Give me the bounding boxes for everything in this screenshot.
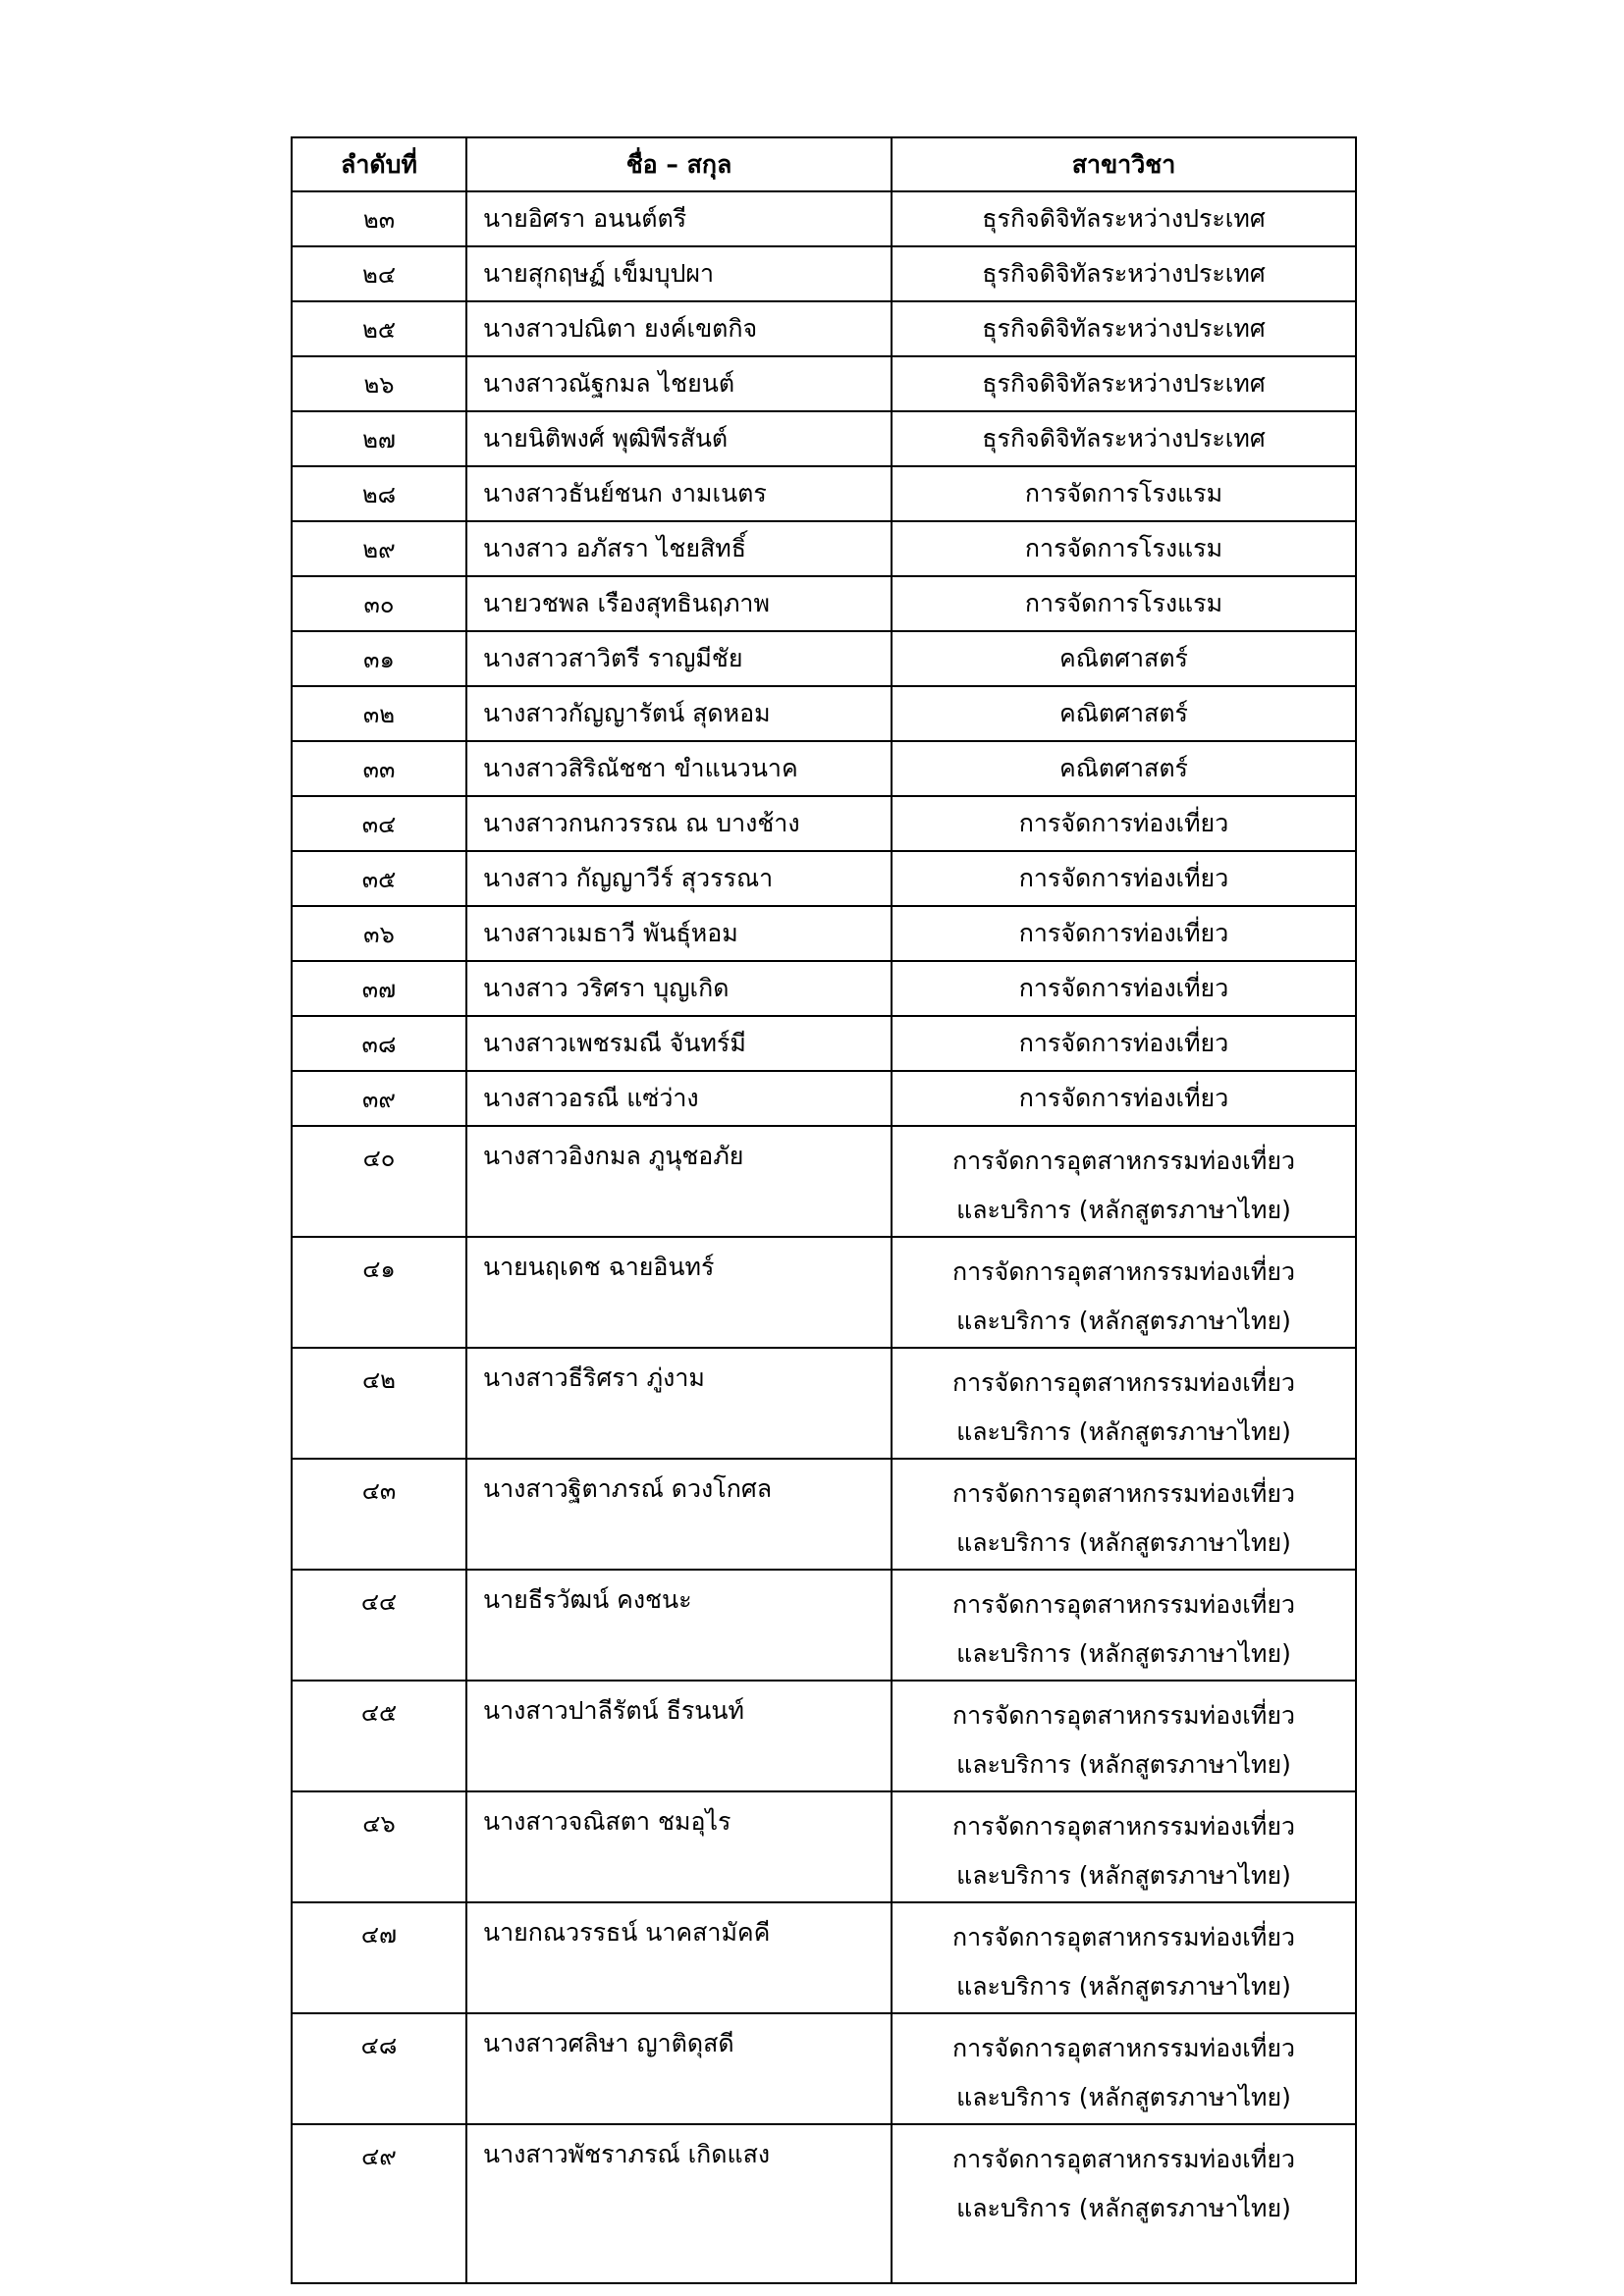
major-line: และบริการ (หลักสูตรภาษาไทย) xyxy=(956,1972,1291,2001)
order-number-cell: ๓๒ xyxy=(292,686,466,741)
full-name-cell: นางสาว อภัสรา ไชยสิทธิ์ xyxy=(466,521,892,576)
full-name-cell: นางสาวณัฐกมล ไชยนต์ xyxy=(466,356,892,411)
order-number-cell: ๔๐ xyxy=(292,1126,466,1237)
table-row xyxy=(292,1570,1356,1681)
major-cell xyxy=(892,741,1356,796)
order-number-cell: ๔๑ xyxy=(292,1237,466,1348)
header-full-name: ชื่อ – สกุล xyxy=(466,137,892,191)
full-name-cell: นายสุกฤษฏ์ เข็มบุปผา xyxy=(466,246,892,301)
full-name-cell: นางสาวพัชราภรณ์ เกิดแสง xyxy=(466,2124,892,2283)
major-cell xyxy=(892,2013,1356,2124)
full-name-cell: นางสาว วริศรา บุญเกิด xyxy=(466,961,892,1016)
table-row xyxy=(292,246,1356,301)
table-row xyxy=(292,961,1356,1016)
table-row xyxy=(292,356,1356,411)
full-name-cell: นางสาวปาลีรัตน์ ธีรนนท์ xyxy=(466,1681,892,1791)
major-line: ธุรกิจดิจิทัลระหว่างประเทศ xyxy=(982,204,1266,233)
table-row xyxy=(292,1902,1356,2013)
major-line: การจัดการท่องเที่ยว xyxy=(1018,919,1229,947)
major-line: การจัดการอุตสาหกรรมท่องเที่ยว xyxy=(952,1147,1295,1175)
major-line: การจัดการท่องเที่ยว xyxy=(1018,809,1229,837)
major-line: คณิตศาสตร์ xyxy=(1059,699,1188,727)
table-body xyxy=(292,191,1356,2283)
major-line: การจัดการท่องเที่ยว xyxy=(1018,974,1229,1002)
major-line: คณิตศาสตร์ xyxy=(1059,644,1188,672)
table-row xyxy=(292,631,1356,686)
table-row xyxy=(292,191,1356,246)
order-number-cell: ๔๘ xyxy=(292,2013,466,2124)
major-line: และบริการ (หลักสูตรภาษาไทย) xyxy=(956,1196,1291,1224)
full-name-cell: นางสาวจณิสตา ชมอุไร xyxy=(466,1791,892,1902)
table-row xyxy=(292,686,1356,741)
major-cell xyxy=(892,851,1356,906)
order-number-cell: ๓๘ xyxy=(292,1016,466,1071)
major-line: การจัดการโรงแรม xyxy=(1024,534,1223,562)
order-number-cell: ๓๓ xyxy=(292,741,466,796)
table-row xyxy=(292,1016,1356,1071)
order-number-cell: ๔๖ xyxy=(292,1791,466,1902)
order-number-cell: ๒๔ xyxy=(292,246,466,301)
order-number-cell: ๒๘ xyxy=(292,466,466,521)
major-cell xyxy=(892,356,1356,411)
major-cell xyxy=(892,1902,1356,2013)
order-number-cell: ๓๔ xyxy=(292,796,466,851)
full-name-cell: นางสาวสิริณัชชา ขำแนวนาค xyxy=(466,741,892,796)
order-number-cell: ๒๓ xyxy=(292,191,466,246)
full-name-cell: นางสาวอรณี แซ่ว่าง xyxy=(466,1071,892,1126)
order-number-cell: ๒๕ xyxy=(292,301,466,356)
major-cell xyxy=(892,1681,1356,1791)
major-line: การจัดการโรงแรม xyxy=(1024,589,1223,617)
order-number-cell: ๔๙ xyxy=(292,2124,466,2283)
order-number-cell: ๔๔ xyxy=(292,1570,466,1681)
order-number-cell: ๓๙ xyxy=(292,1071,466,1126)
major-cell xyxy=(892,246,1356,301)
major-line: การจัดการอุตสาหกรรมท่องเที่ยว xyxy=(952,2034,1295,2062)
major-cell xyxy=(892,191,1356,246)
full-name-cell: นางสาวสาวิตรี ราญมีชัย xyxy=(466,631,892,686)
major-line: คณิตศาสตร์ xyxy=(1059,754,1188,782)
order-number-cell: ๓๑ xyxy=(292,631,466,686)
order-number-cell: ๔๓ xyxy=(292,1459,466,1570)
major-cell xyxy=(892,1016,1356,1071)
major-cell xyxy=(892,1237,1356,1348)
order-number-cell: ๓๕ xyxy=(292,851,466,906)
full-name-cell: นายธีรวัฒน์ คงชนะ xyxy=(466,1570,892,1681)
major-line: และบริการ (หลักสูตรภาษาไทย) xyxy=(956,1750,1291,1779)
major-line: ธุรกิจดิจิทัลระหว่างประเทศ xyxy=(982,369,1266,398)
major-line: การจัดการอุตสาหกรรมท่องเที่ยว xyxy=(952,1368,1295,1397)
major-cell xyxy=(892,1348,1356,1459)
table-row xyxy=(292,411,1356,466)
major-cell xyxy=(892,1459,1356,1570)
header-major: สาขาวิชา xyxy=(892,137,1356,191)
order-number-cell: ๔๕ xyxy=(292,1681,466,1791)
major-line: ธุรกิจดิจิทัลระหว่างประเทศ xyxy=(982,259,1266,288)
major-cell xyxy=(892,1071,1356,1126)
full-name-cell: นางสาวกนกวรรณ ณ บางช้าง xyxy=(466,796,892,851)
order-number-cell: ๓๖ xyxy=(292,906,466,961)
full-name-cell: นางสาวกัญญารัตน์ สุดหอม xyxy=(466,686,892,741)
major-line: ธุรกิจดิจิทัลระหว่างประเทศ xyxy=(982,314,1266,343)
major-line: และบริการ (หลักสูตรภาษาไทย) xyxy=(956,1528,1291,1557)
major-line: และบริการ (หลักสูตรภาษาไทย) xyxy=(956,2083,1291,2111)
full-name-cell: นางสาวศลิษา ญาติดุสดี xyxy=(466,2013,892,2124)
major-cell xyxy=(892,1126,1356,1237)
table-row xyxy=(292,2013,1356,2124)
major-cell xyxy=(892,301,1356,356)
table-row xyxy=(292,301,1356,356)
table-row xyxy=(292,1348,1356,1459)
full-name-cell: นายอิศรา อนนต์ตรี xyxy=(466,191,892,246)
full-name-cell: นางสาวธีริศรา ภู่งาม xyxy=(466,1348,892,1459)
major-cell xyxy=(892,411,1356,466)
table-row xyxy=(292,466,1356,521)
full-name-cell: นางสาว กัญญาวีร์ สุวรรณา xyxy=(466,851,892,906)
major-line: การจัดการท่องเที่ยว xyxy=(1018,1084,1229,1112)
table-row xyxy=(292,851,1356,906)
order-number-cell: ๔๒ xyxy=(292,1348,466,1459)
major-line: และบริการ (หลักสูตรภาษาไทย) xyxy=(956,2194,1291,2222)
table-row xyxy=(292,521,1356,576)
table-row xyxy=(292,906,1356,961)
order-number-cell: ๒๙ xyxy=(292,521,466,576)
major-cell xyxy=(892,576,1356,631)
major-cell xyxy=(892,521,1356,576)
order-number-cell: ๔๗ xyxy=(292,1902,466,2013)
major-line: ธุรกิจดิจิทัลระหว่างประเทศ xyxy=(982,424,1266,453)
major-line: การจัดการโรงแรม xyxy=(1024,479,1223,507)
table-row xyxy=(292,2124,1356,2283)
full-name-cell: นางสาวเมธาวี พันธุ์หอม xyxy=(466,906,892,961)
major-cell xyxy=(892,961,1356,1016)
major-line: การจัดการอุตสาหกรรมท่องเที่ยว xyxy=(952,1701,1295,1730)
table-row xyxy=(292,796,1356,851)
table-row xyxy=(292,1126,1356,1237)
major-line: และบริการ (หลักสูตรภาษาไทย) xyxy=(956,1861,1291,1890)
major-cell xyxy=(892,1791,1356,1902)
major-line: การจัดการท่องเที่ยว xyxy=(1018,1029,1229,1057)
full-name-cell: นายนฤเดช ฉายอินทร์ xyxy=(466,1237,892,1348)
major-cell xyxy=(892,1570,1356,1681)
major-cell xyxy=(892,796,1356,851)
full-name-cell: นางสาวปณิตา ยงค์เขตกิจ xyxy=(466,301,892,356)
major-line: การจัดการอุตสาหกรรมท่องเที่ยว xyxy=(952,1812,1295,1841)
table-row xyxy=(292,1681,1356,1791)
full-name-cell: นางสาวธันย์ชนก งามเนตร xyxy=(466,466,892,521)
major-line: การจัดการอุตสาหกรรมท่องเที่ยว xyxy=(952,1257,1295,1286)
major-line: และบริการ (หลักสูตรภาษาไทย) xyxy=(956,1307,1291,1335)
table-header-row xyxy=(292,137,1356,191)
table-row xyxy=(292,1791,1356,1902)
order-number-cell: ๒๗ xyxy=(292,411,466,466)
major-cell xyxy=(892,906,1356,961)
major-line: การจัดการอุตสาหกรรมท่องเที่ยว xyxy=(952,1479,1295,1508)
full-name-cell: นางสาวอิงกมล ภูนุชอภัย xyxy=(466,1126,892,1237)
major-line: การจัดการอุตสาหกรรมท่องเที่ยว xyxy=(952,1923,1295,1951)
table-row xyxy=(292,576,1356,631)
major-line: และบริการ (หลักสูตรภาษาไทย) xyxy=(956,1639,1291,1668)
order-number-cell: ๒๖ xyxy=(292,356,466,411)
header-order-number: ลำดับที่ xyxy=(292,137,466,191)
table-row xyxy=(292,741,1356,796)
table-row xyxy=(292,1237,1356,1348)
major-line: การจัดการอุตสาหกรรมท่องเที่ยว xyxy=(952,2145,1295,2173)
major-cell xyxy=(892,466,1356,521)
order-number-cell: ๓๗ xyxy=(292,961,466,1016)
major-cell xyxy=(892,686,1356,741)
full-name-cell: นายนิติพงศ์ พุฒิพีรสันต์ xyxy=(466,411,892,466)
full-name-cell: นายวชพล เรืองสุทธินฤภาพ xyxy=(466,576,892,631)
major-line: การจัดการอุตสาหกรรมท่องเที่ยว xyxy=(952,1590,1295,1619)
full-name-cell: นายกณวรรธน์ นาคสามัคคี xyxy=(466,1902,892,2013)
major-cell xyxy=(892,2124,1356,2283)
order-number-cell: ๓๐ xyxy=(292,576,466,631)
student-list-table xyxy=(291,136,1357,2284)
major-line: และบริการ (หลักสูตรภาษาไทย) xyxy=(956,1417,1291,1446)
full-name-cell: นางสาวเพชรมณี จันทร์มี xyxy=(466,1016,892,1071)
table-row xyxy=(292,1071,1356,1126)
full-name-cell: นางสาวฐิตาภรณ์ ดวงโกศล xyxy=(466,1459,892,1570)
major-cell xyxy=(892,631,1356,686)
table-row xyxy=(292,1459,1356,1570)
major-line: การจัดการท่องเที่ยว xyxy=(1018,864,1229,892)
